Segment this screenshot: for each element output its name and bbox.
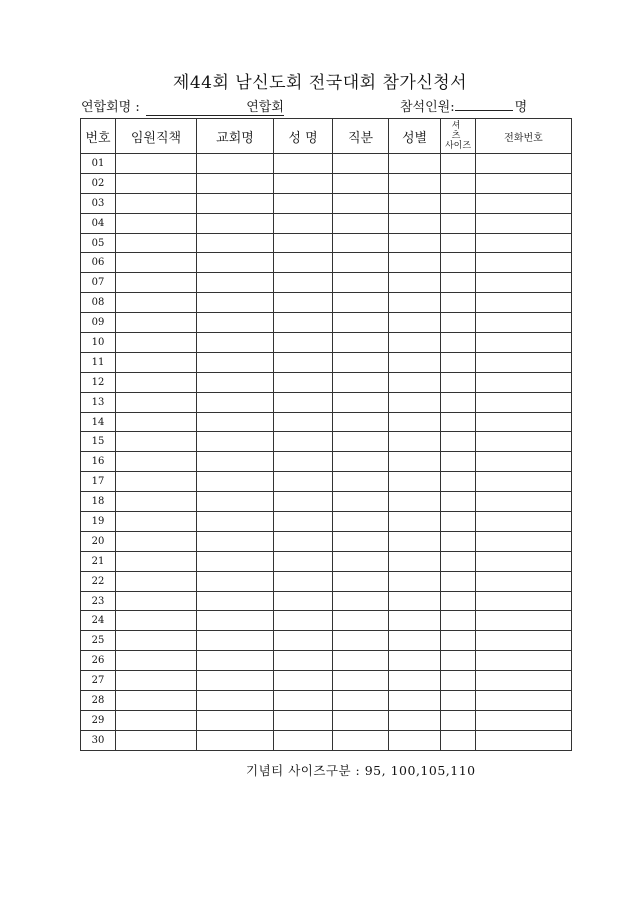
table-row (81, 372, 572, 392)
row-number: 21 (81, 551, 116, 571)
table-row (81, 591, 572, 611)
table-row (81, 273, 572, 293)
role-cell[interactable] (333, 293, 389, 313)
row-number: 23 (81, 591, 116, 611)
name-cell[interactable] (274, 173, 333, 193)
gender-cell[interactable] (389, 710, 441, 730)
gender-cell[interactable] (389, 730, 441, 750)
position-cell[interactable] (116, 472, 197, 492)
church-cell[interactable] (197, 333, 274, 353)
gender-cell[interactable] (389, 154, 441, 174)
position-cell[interactable] (116, 213, 197, 233)
table-header-row (81, 119, 572, 154)
gender-cell[interactable] (389, 472, 441, 492)
table-row (81, 571, 572, 591)
name-cell[interactable] (274, 651, 333, 671)
gender-cell[interactable] (389, 531, 441, 551)
phone-cell[interactable] (476, 571, 572, 591)
church-cell[interactable] (197, 293, 274, 313)
gender-cell[interactable] (389, 173, 441, 193)
phone-cell[interactable] (476, 631, 572, 651)
role-cell[interactable] (333, 392, 389, 412)
table-row (81, 492, 572, 512)
church-cell[interactable] (197, 591, 274, 611)
gender-cell[interactable] (389, 452, 441, 472)
church-cell[interactable] (197, 313, 274, 333)
row-number: 27 (81, 671, 116, 691)
position-cell[interactable] (116, 730, 197, 750)
table-row (81, 333, 572, 353)
row-number: 11 (81, 352, 116, 372)
position-cell[interactable] (116, 551, 197, 571)
phone-cell[interactable] (476, 273, 572, 293)
name-cell[interactable] (274, 611, 333, 631)
form-title: 제44회 남신도회 전국대회 참가신청서 (172, 73, 468, 93)
row-number: 16 (81, 452, 116, 472)
shirt-size-cell[interactable] (441, 293, 476, 313)
position-cell[interactable] (116, 193, 197, 213)
church-cell[interactable] (197, 710, 274, 730)
shirt-size-cell[interactable] (441, 631, 476, 651)
row-number: 01 (81, 154, 116, 174)
row-number: 28 (81, 691, 116, 711)
name-cell[interactable] (274, 710, 333, 730)
position-cell[interactable] (116, 173, 197, 193)
row-number: 18 (81, 492, 116, 512)
gender-cell[interactable] (389, 512, 441, 532)
role-cell[interactable] (333, 691, 389, 711)
name-cell[interactable] (274, 432, 333, 452)
registration-table (80, 118, 572, 751)
position-cell[interactable] (116, 611, 197, 631)
role-cell[interactable] (333, 173, 389, 193)
union-name-label: 연합회명 : (81, 100, 140, 115)
shirt-size-cell[interactable] (441, 173, 476, 193)
position-cell[interactable] (116, 432, 197, 452)
phone-cell[interactable] (476, 472, 572, 492)
table-row (81, 691, 572, 711)
name-cell[interactable] (274, 154, 333, 174)
shirt-size-cell[interactable] (441, 671, 476, 691)
phone-cell[interactable] (476, 154, 572, 174)
table-row (81, 432, 572, 452)
row-number: 24 (81, 611, 116, 631)
name-cell[interactable] (274, 691, 333, 711)
table-row (81, 293, 572, 313)
phone-cell[interactable] (476, 412, 572, 432)
role-cell[interactable] (333, 333, 389, 353)
table-row (81, 472, 572, 492)
church-cell[interactable] (197, 273, 274, 293)
role-cell[interactable] (333, 313, 389, 333)
shirt-size-cell[interactable] (441, 710, 476, 730)
row-number: 08 (81, 293, 116, 313)
position-cell[interactable] (116, 233, 197, 253)
gender-cell[interactable] (389, 352, 441, 372)
phone-cell[interactable] (476, 611, 572, 631)
name-cell[interactable] (274, 571, 333, 591)
position-cell[interactable] (116, 512, 197, 532)
table-row (81, 452, 572, 472)
role-cell[interactable] (333, 551, 389, 571)
role-cell[interactable] (333, 512, 389, 532)
phone-cell[interactable] (476, 213, 572, 233)
position-cell[interactable] (116, 253, 197, 273)
church-cell[interactable] (197, 512, 274, 532)
position-cell[interactable] (116, 293, 197, 313)
shirt-size-cell[interactable] (441, 571, 476, 591)
church-cell[interactable] (197, 691, 274, 711)
position-cell[interactable] (116, 372, 197, 392)
role-cell[interactable] (333, 372, 389, 392)
role-cell[interactable] (333, 571, 389, 591)
row-number: 14 (81, 412, 116, 432)
name-cell[interactable] (274, 412, 333, 432)
name-cell[interactable] (274, 233, 333, 253)
church-cell[interactable] (197, 571, 274, 591)
name-cell[interactable] (274, 591, 333, 611)
name-cell[interactable] (274, 631, 333, 651)
position-cell[interactable] (116, 571, 197, 591)
row-number: 04 (81, 213, 116, 233)
table-row (81, 710, 572, 730)
role-cell[interactable] (333, 432, 389, 452)
shirt-size-cell[interactable] (441, 452, 476, 472)
gender-cell[interactable] (389, 651, 441, 671)
gender-cell[interactable] (389, 591, 441, 611)
church-cell[interactable] (197, 173, 274, 193)
union-name-value[interactable]: 연합회 (146, 96, 284, 116)
phone-cell[interactable] (476, 551, 572, 571)
table-row (81, 651, 572, 671)
phone-cell[interactable] (476, 531, 572, 551)
table-row (81, 512, 572, 532)
name-cell[interactable] (274, 313, 333, 333)
position-cell[interactable] (116, 691, 197, 711)
role-cell[interactable] (333, 531, 389, 551)
name-cell[interactable] (274, 293, 333, 313)
church-cell[interactable] (197, 452, 274, 472)
role-cell[interactable] (333, 193, 389, 213)
shirt-size-cell[interactable] (441, 412, 476, 432)
shirt-size-cell[interactable] (441, 611, 476, 631)
table-row (81, 154, 572, 174)
role-cell[interactable] (333, 273, 389, 293)
gender-cell[interactable] (389, 611, 441, 631)
name-cell[interactable] (274, 372, 333, 392)
role-cell[interactable] (333, 213, 389, 233)
phone-cell[interactable] (476, 313, 572, 333)
table-row (81, 253, 572, 273)
phone-cell[interactable] (476, 193, 572, 213)
shirt-size-cell[interactable] (441, 492, 476, 512)
gender-cell[interactable] (389, 432, 441, 452)
role-cell[interactable] (333, 631, 389, 651)
header-name: 성 명 (274, 119, 333, 154)
table-row (81, 671, 572, 691)
church-cell[interactable] (197, 611, 274, 631)
header-shirt-line1: 셔츠 (451, 121, 471, 141)
role-cell[interactable] (333, 253, 389, 273)
gender-cell[interactable] (389, 193, 441, 213)
role-cell[interactable] (333, 651, 389, 671)
header-position: 임원직책 (116, 119, 197, 154)
name-cell[interactable] (274, 213, 333, 233)
church-cell[interactable] (197, 392, 274, 412)
gender-cell[interactable] (389, 313, 441, 333)
church-cell[interactable] (197, 631, 274, 651)
table-body (81, 154, 572, 751)
role-cell[interactable] (333, 611, 389, 631)
phone-cell[interactable] (476, 671, 572, 691)
phone-cell[interactable] (476, 730, 572, 750)
church-cell[interactable] (197, 412, 274, 432)
row-number: 19 (81, 512, 116, 532)
name-cell[interactable] (274, 392, 333, 412)
church-cell[interactable] (197, 253, 274, 273)
name-cell[interactable] (274, 671, 333, 691)
position-cell[interactable] (116, 154, 197, 174)
table-row (81, 412, 572, 432)
position-cell[interactable] (116, 333, 197, 353)
header-church: 교회명 (197, 119, 274, 154)
table-row (81, 531, 572, 551)
phone-cell[interactable] (476, 333, 572, 353)
gender-cell[interactable] (389, 392, 441, 412)
phone-cell[interactable] (476, 352, 572, 372)
shirt-size-cell[interactable] (441, 531, 476, 551)
position-cell[interactable] (116, 651, 197, 671)
gender-cell[interactable] (389, 273, 441, 293)
shirt-size-cell[interactable] (441, 372, 476, 392)
table-row (81, 352, 572, 372)
church-cell[interactable] (197, 352, 274, 372)
role-cell[interactable] (333, 154, 389, 174)
role-cell[interactable] (333, 472, 389, 492)
row-number: 15 (81, 432, 116, 452)
row-number: 12 (81, 372, 116, 392)
church-cell[interactable] (197, 531, 274, 551)
position-cell[interactable] (116, 671, 197, 691)
phone-cell[interactable] (476, 492, 572, 512)
phone-cell[interactable] (476, 651, 572, 671)
row-number: 09 (81, 313, 116, 333)
row-number: 30 (81, 730, 116, 750)
table-row (81, 233, 572, 253)
row-number: 06 (81, 253, 116, 273)
position-cell[interactable] (116, 273, 197, 293)
shirt-size-cell[interactable] (441, 730, 476, 750)
position-cell[interactable] (116, 313, 197, 333)
role-cell[interactable] (333, 233, 389, 253)
name-cell[interactable] (274, 352, 333, 372)
phone-cell[interactable] (476, 233, 572, 253)
church-cell[interactable] (197, 730, 274, 750)
gender-cell[interactable] (389, 492, 441, 512)
table-row (81, 631, 572, 651)
gender-cell[interactable] (389, 253, 441, 273)
church-cell[interactable] (197, 154, 274, 174)
role-cell[interactable] (333, 730, 389, 750)
row-number: 29 (81, 710, 116, 730)
phone-cell[interactable] (476, 392, 572, 412)
position-cell[interactable] (116, 412, 197, 432)
table-row (81, 611, 572, 631)
church-cell[interactable] (197, 472, 274, 492)
position-cell[interactable] (116, 591, 197, 611)
name-cell[interactable] (274, 472, 333, 492)
shirt-size-cell[interactable] (441, 551, 476, 571)
church-cell[interactable] (197, 671, 274, 691)
table-row (81, 392, 572, 412)
role-cell[interactable] (333, 412, 389, 432)
position-cell[interactable] (116, 531, 197, 551)
row-number: 07 (81, 273, 116, 293)
gender-cell[interactable] (389, 551, 441, 571)
header-shirt-line2: 사이즈 (444, 141, 472, 151)
church-cell[interactable] (197, 213, 274, 233)
role-cell[interactable] (333, 452, 389, 472)
position-cell[interactable] (116, 631, 197, 651)
phone-cell[interactable] (476, 710, 572, 730)
church-cell[interactable] (197, 233, 274, 253)
name-cell[interactable] (274, 512, 333, 532)
shirt-size-cell[interactable] (441, 472, 476, 492)
phone-cell[interactable] (476, 432, 572, 452)
gender-cell[interactable] (389, 691, 441, 711)
attendees-field (400, 96, 527, 115)
row-number: 26 (81, 651, 116, 671)
position-cell[interactable] (116, 710, 197, 730)
shirt-size-cell[interactable] (441, 213, 476, 233)
shirt-size-cell[interactable] (441, 253, 476, 273)
phone-cell[interactable] (476, 591, 572, 611)
position-cell[interactable] (116, 492, 197, 512)
row-number: 10 (81, 333, 116, 353)
name-cell[interactable] (274, 492, 333, 512)
name-cell[interactable] (274, 273, 333, 293)
position-cell[interactable] (116, 452, 197, 472)
header-number: 번호 (81, 119, 116, 154)
attendees-value[interactable] (455, 110, 513, 111)
role-cell[interactable] (333, 492, 389, 512)
header-gender: 성별 (389, 119, 441, 154)
phone-cell[interactable] (476, 372, 572, 392)
phone-cell[interactable] (476, 691, 572, 711)
gender-cell[interactable] (389, 372, 441, 392)
shirt-size-cell[interactable] (441, 193, 476, 213)
shirt-size-cell[interactable] (441, 273, 476, 293)
church-cell[interactable] (197, 432, 274, 452)
footer-note: 기념티 사이즈구분 : 95, 100,105,110 (246, 763, 476, 778)
gender-cell[interactable] (389, 671, 441, 691)
church-cell[interactable] (197, 651, 274, 671)
header-role: 직분 (333, 119, 389, 154)
gender-cell[interactable] (389, 631, 441, 651)
attendees-label: 참석인원: (400, 100, 455, 115)
row-number: 17 (81, 472, 116, 492)
phone-cell[interactable] (476, 293, 572, 313)
role-cell[interactable] (333, 710, 389, 730)
shirt-size-cell[interactable] (441, 512, 476, 532)
shirt-size-cell[interactable] (441, 651, 476, 671)
table-row (81, 551, 572, 571)
shirt-size-cell[interactable] (441, 591, 476, 611)
role-cell[interactable] (333, 591, 389, 611)
shirt-size-cell[interactable] (441, 432, 476, 452)
role-cell[interactable] (333, 352, 389, 372)
row-number: 05 (81, 233, 116, 253)
shirt-size-cell[interactable] (441, 333, 476, 353)
gender-cell[interactable] (389, 333, 441, 353)
row-number: 13 (81, 392, 116, 412)
name-cell[interactable] (274, 333, 333, 353)
name-cell[interactable] (274, 551, 333, 571)
shirt-size-cell[interactable] (441, 233, 476, 253)
name-cell[interactable] (274, 253, 333, 273)
gender-cell[interactable] (389, 571, 441, 591)
row-number: 22 (81, 571, 116, 591)
row-number: 02 (81, 173, 116, 193)
position-cell[interactable] (116, 352, 197, 372)
phone-cell[interactable] (476, 253, 572, 273)
attendees-unit: 명 (514, 100, 528, 115)
church-cell[interactable] (197, 551, 274, 571)
gender-cell[interactable] (389, 233, 441, 253)
union-name-field (81, 96, 284, 116)
gender-cell[interactable] (389, 412, 441, 432)
role-cell[interactable] (333, 671, 389, 691)
table-row (81, 730, 572, 750)
shirt-size-cell[interactable] (441, 691, 476, 711)
shirt-size-cell[interactable] (441, 154, 476, 174)
church-cell[interactable] (197, 492, 274, 512)
shirt-size-cell[interactable] (441, 352, 476, 372)
phone-cell[interactable] (476, 512, 572, 532)
position-cell[interactable] (116, 392, 197, 412)
shirt-size-cell[interactable] (441, 313, 476, 333)
table-row (81, 173, 572, 193)
phone-cell[interactable] (476, 173, 572, 193)
table-row (81, 213, 572, 233)
row-number: 25 (81, 631, 116, 651)
table-row (81, 193, 572, 213)
name-cell[interactable] (274, 531, 333, 551)
name-cell[interactable] (274, 452, 333, 472)
name-cell[interactable] (274, 193, 333, 213)
row-number: 20 (81, 531, 116, 551)
church-cell[interactable] (197, 372, 274, 392)
gender-cell[interactable] (389, 293, 441, 313)
table-row (81, 313, 572, 333)
row-number: 03 (81, 193, 116, 213)
header-shirt-size (441, 119, 476, 154)
phone-cell[interactable] (476, 452, 572, 472)
shirt-size-cell[interactable] (441, 392, 476, 412)
name-cell[interactable] (274, 730, 333, 750)
header-phone: 전화번호 (476, 119, 572, 154)
gender-cell[interactable] (389, 213, 441, 233)
church-cell[interactable] (197, 193, 274, 213)
